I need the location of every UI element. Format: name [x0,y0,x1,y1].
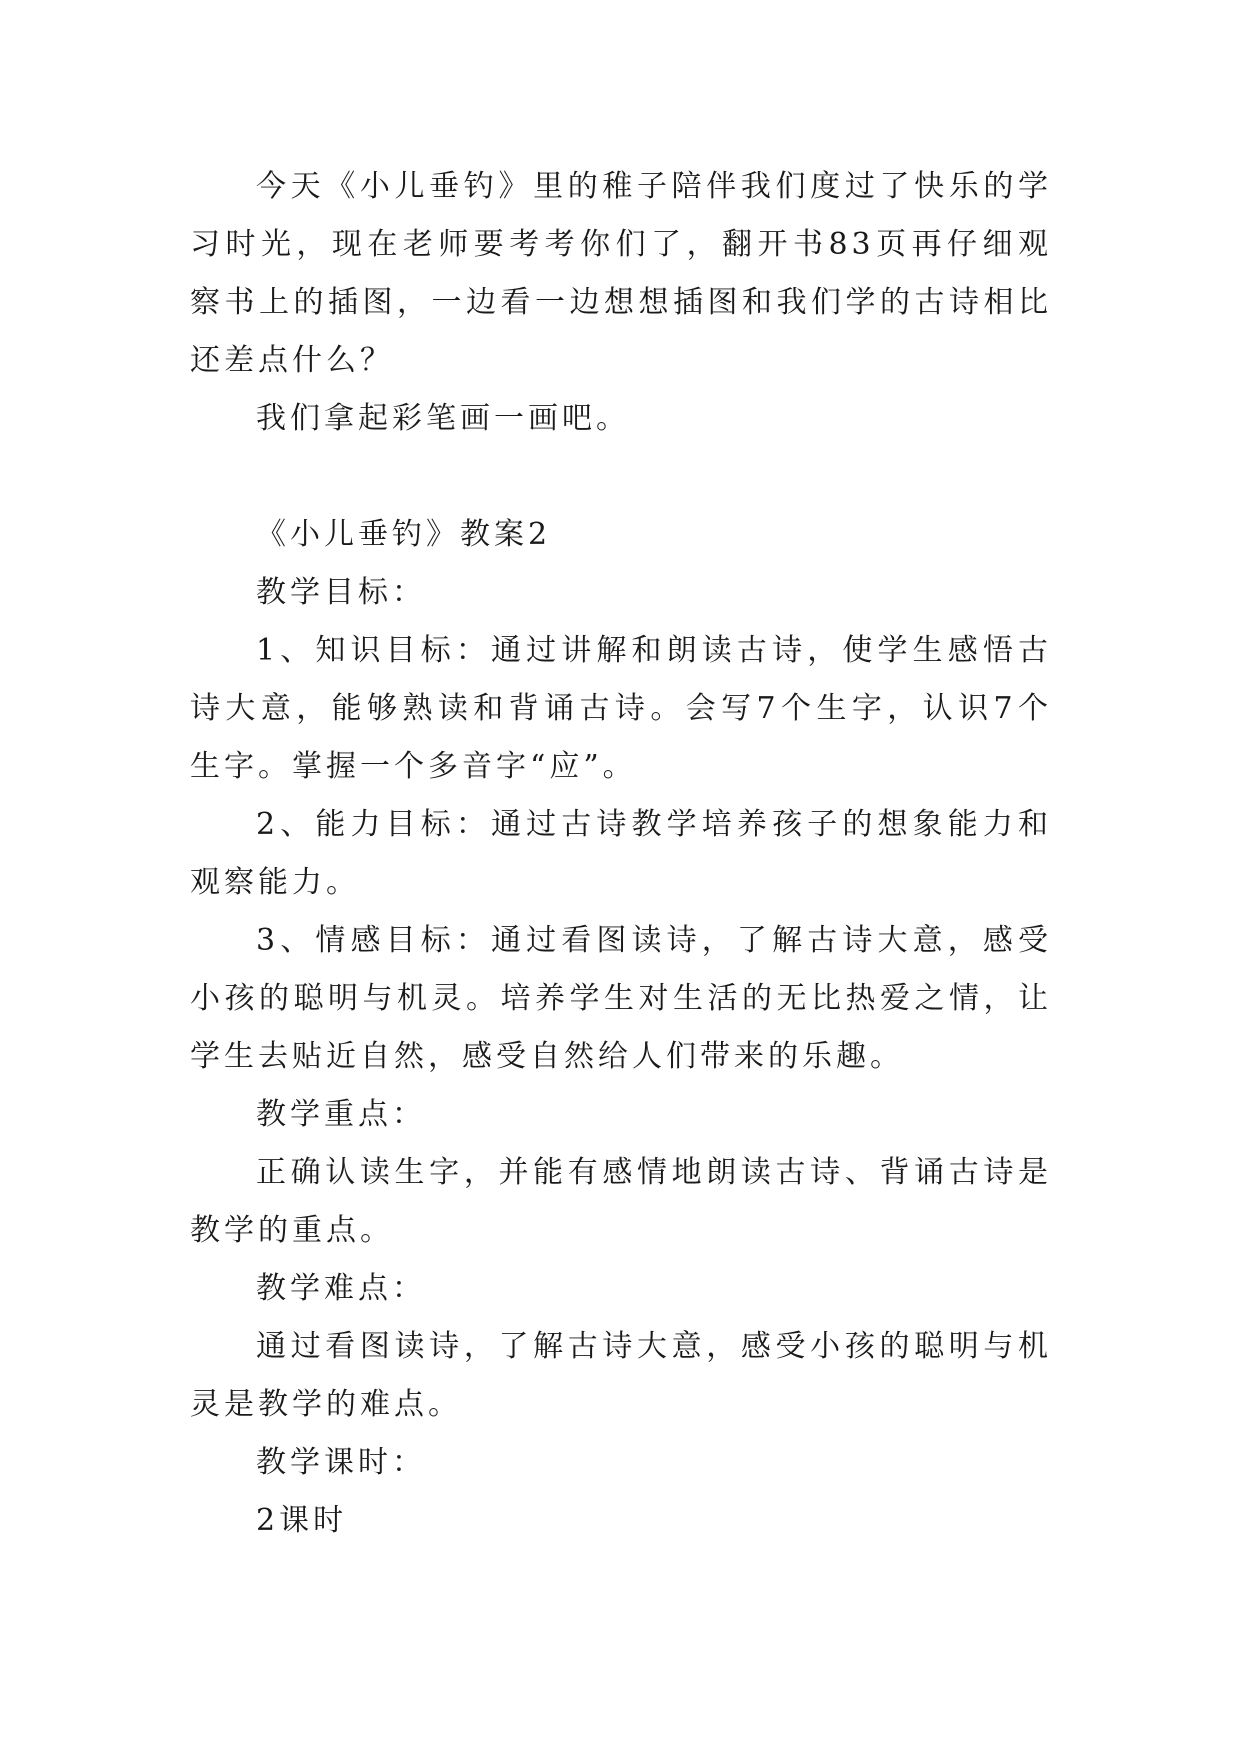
goal-ability: 2、能力目标：通过古诗教学培养孩子的想象能力和观察能力。 [190,807,1052,900]
key-points-text: 正确认读生字，并能有感情地朗读古诗、背诵古诗是教学的重点。 [190,1155,1052,1248]
heading-class-hours: 教学课时： [256,1445,426,1480]
heading-difficulties: 教学难点： [256,1271,426,1306]
paragraph-intro: 今天《小儿垂钓》里的稚子陪伴我们度过了快乐的学习时光，现在老师要考考你们了，翻开书83页再仔细观察书上的插图，一边看一边想想插图和我们学的古诗相比还差点什么？ [190,169,1052,378]
goal-emotion: 3、情感目标：通过看图读诗，了解古诗大意，感受小孩的聪明与机灵。培养学生对生活的无比热爱之情，让学生去贴近自然，感受自然给人们带来的乐趣。 [190,923,1052,1074]
section-gap [190,448,1052,506]
heading-teaching-goals: 教学目标： [256,575,426,610]
section-title: 《小儿垂钓》教案2 [256,517,552,552]
difficulties-text: 通过看图读诗，了解古诗大意，感受小孩的聪明与机灵是教学的难点。 [190,1329,1052,1422]
paragraph-draw: 我们拿起彩笔画一画吧。 [256,401,630,436]
goal-knowledge: 1、知识目标：通过讲解和朗读古诗，使学生感悟古诗大意，能够熟读和背诵古诗。会写7个生字，认识7个生字。掌握一个多音字“应”。 [190,633,1052,784]
class-hours-text: 2课时 [256,1503,348,1538]
document-body [190,158,1052,1550]
heading-key-points: 教学重点： [256,1097,426,1132]
